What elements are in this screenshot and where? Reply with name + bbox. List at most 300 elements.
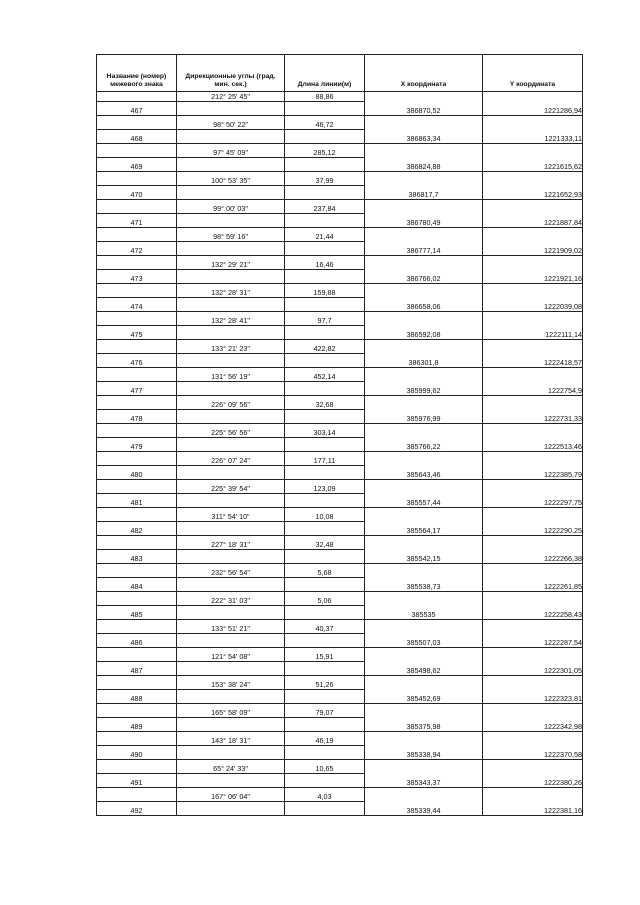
line-row bbox=[97, 732, 583, 746]
length-cell: 46,72 bbox=[285, 116, 365, 130]
y-cell bbox=[483, 592, 583, 606]
y-cell bbox=[483, 116, 583, 130]
y-cell bbox=[483, 676, 583, 690]
length-cell: 15,91 bbox=[285, 648, 365, 662]
angle-cell: 132° 28' 41" bbox=[177, 312, 285, 326]
x-cell bbox=[365, 592, 483, 606]
line-row bbox=[97, 116, 583, 130]
name-cell bbox=[97, 172, 177, 186]
line-row bbox=[97, 172, 583, 186]
angle-cell bbox=[177, 746, 285, 760]
length-cell bbox=[285, 410, 365, 424]
point-row bbox=[97, 326, 583, 340]
x-cell bbox=[365, 788, 483, 802]
length-cell bbox=[285, 438, 365, 452]
name-cell bbox=[97, 676, 177, 690]
x-coordinate-cell: 385538,73 bbox=[365, 578, 483, 592]
angle-cell bbox=[177, 130, 285, 144]
line-row bbox=[97, 480, 583, 494]
x-cell bbox=[365, 256, 483, 270]
point-row bbox=[97, 466, 583, 480]
angle-cell bbox=[177, 550, 285, 564]
line-row bbox=[97, 368, 583, 382]
length-cell: 46,19 bbox=[285, 732, 365, 746]
y-cell bbox=[483, 648, 583, 662]
point-row bbox=[97, 634, 583, 648]
length-cell: 79,07 bbox=[285, 704, 365, 718]
length-cell: 40,37 bbox=[285, 620, 365, 634]
point-row bbox=[97, 746, 583, 760]
point-row bbox=[97, 550, 583, 564]
angle-cell: 232° 56' 54" bbox=[177, 564, 285, 578]
angle-cell bbox=[177, 102, 285, 116]
angle-cell bbox=[177, 326, 285, 340]
length-cell: 10,08 bbox=[285, 508, 365, 522]
length-cell bbox=[285, 298, 365, 312]
length-cell bbox=[285, 354, 365, 368]
x-coordinate-cell: 386777,14 bbox=[365, 242, 483, 256]
y-cell bbox=[483, 172, 583, 186]
length-cell: 51,26 bbox=[285, 676, 365, 690]
y-coordinate-cell: 1222385,79 bbox=[483, 466, 583, 480]
length-cell: 5,68 bbox=[285, 564, 365, 578]
line-row bbox=[97, 452, 583, 466]
point-name-cell: 479 bbox=[97, 438, 177, 452]
x-coordinate-cell: 386870,52 bbox=[365, 102, 483, 116]
line-row bbox=[97, 648, 583, 662]
angle-cell: 98° 50' 22" bbox=[177, 116, 285, 130]
x-coordinate-cell: 385557,44 bbox=[365, 494, 483, 508]
x-cell bbox=[365, 648, 483, 662]
x-coordinate-cell: 386824,88 bbox=[365, 158, 483, 172]
angle-cell bbox=[177, 242, 285, 256]
x-cell bbox=[365, 452, 483, 466]
angle-cell: 99° 00' 03" bbox=[177, 200, 285, 214]
y-cell bbox=[483, 564, 583, 578]
y-cell bbox=[483, 452, 583, 466]
line-row bbox=[97, 564, 583, 578]
angle-cell bbox=[177, 354, 285, 368]
y-coordinate-cell: 1222323,81 bbox=[483, 690, 583, 704]
x-coordinate-cell: 385999,62 bbox=[365, 382, 483, 396]
y-cell bbox=[483, 228, 583, 242]
header-x: X координата bbox=[365, 55, 483, 92]
angle-cell bbox=[177, 186, 285, 200]
line-row bbox=[97, 788, 583, 802]
length-cell: 16,46 bbox=[285, 256, 365, 270]
x-cell bbox=[365, 424, 483, 438]
line-row bbox=[97, 704, 583, 718]
x-coordinate-cell: 385976,99 bbox=[365, 410, 483, 424]
length-cell bbox=[285, 270, 365, 284]
header-angle: Дирекционные углы (град. мин. сек.) bbox=[177, 55, 285, 92]
point-row bbox=[97, 158, 583, 172]
x-cell bbox=[365, 312, 483, 326]
point-row bbox=[97, 494, 583, 508]
point-name-cell: 473 bbox=[97, 270, 177, 284]
line-row bbox=[97, 200, 583, 214]
y-coordinate-cell: 1222258,43 bbox=[483, 606, 583, 620]
x-cell bbox=[365, 760, 483, 774]
angle-cell: 165° 58' 09" bbox=[177, 704, 285, 718]
length-cell bbox=[285, 158, 365, 172]
x-coordinate-cell: 386301,8 bbox=[365, 354, 483, 368]
angle-cell bbox=[177, 270, 285, 284]
point-row bbox=[97, 354, 583, 368]
x-cell bbox=[365, 340, 483, 354]
x-cell bbox=[365, 480, 483, 494]
angle-cell: 133° 51' 21" bbox=[177, 620, 285, 634]
name-cell bbox=[97, 648, 177, 662]
length-cell bbox=[285, 550, 365, 564]
point-name-cell: 488 bbox=[97, 690, 177, 704]
x-cell bbox=[365, 172, 483, 186]
angle-cell: 226° 09' 56" bbox=[177, 396, 285, 410]
x-coordinate-cell: 385452,69 bbox=[365, 690, 483, 704]
point-name-cell: 475 bbox=[97, 326, 177, 340]
x-coordinate-cell: 385375,98 bbox=[365, 718, 483, 732]
length-cell bbox=[285, 186, 365, 200]
y-cell bbox=[483, 704, 583, 718]
angle-cell: 225° 39' 54" bbox=[177, 480, 285, 494]
point-row bbox=[97, 186, 583, 200]
angle-cell bbox=[177, 718, 285, 732]
y-coordinate-cell: 1222301,05 bbox=[483, 662, 583, 676]
length-cell bbox=[285, 662, 365, 676]
angle-cell bbox=[177, 578, 285, 592]
x-coordinate-cell: 386863,34 bbox=[365, 130, 483, 144]
x-coordinate-cell: 386780,49 bbox=[365, 214, 483, 228]
line-row bbox=[97, 340, 583, 354]
angle-cell: 225° 56' 56" bbox=[177, 424, 285, 438]
y-coordinate-cell: 1222381,16 bbox=[483, 802, 583, 816]
x-cell bbox=[365, 368, 483, 382]
point-row bbox=[97, 522, 583, 536]
point-row bbox=[97, 214, 583, 228]
point-name-cell: 489 bbox=[97, 718, 177, 732]
length-cell bbox=[285, 130, 365, 144]
point-row bbox=[97, 438, 583, 452]
x-cell bbox=[365, 508, 483, 522]
name-cell bbox=[97, 228, 177, 242]
point-row bbox=[97, 102, 583, 116]
x-cell bbox=[365, 228, 483, 242]
x-coordinate-cell: 386817,7 bbox=[365, 186, 483, 200]
y-coordinate-cell: 1221887,84 bbox=[483, 214, 583, 228]
angle-cell: 132° 29' 21" bbox=[177, 256, 285, 270]
point-row bbox=[97, 130, 583, 144]
name-cell bbox=[97, 116, 177, 130]
line-row bbox=[97, 284, 583, 298]
point-name-cell: 480 bbox=[97, 466, 177, 480]
y-coordinate-cell: 1221333,11 bbox=[483, 130, 583, 144]
angle-cell bbox=[177, 438, 285, 452]
name-cell bbox=[97, 452, 177, 466]
length-cell bbox=[285, 466, 365, 480]
angle-cell: 143° 18' 31" bbox=[177, 732, 285, 746]
length-cell bbox=[285, 578, 365, 592]
y-coordinate-cell: 1222370,58 bbox=[483, 746, 583, 760]
y-coordinate-cell: 1222039,08 bbox=[483, 298, 583, 312]
line-row bbox=[97, 508, 583, 522]
x-coordinate-cell: 385339,44 bbox=[365, 802, 483, 816]
point-name-cell: 492 bbox=[97, 802, 177, 816]
line-row bbox=[97, 536, 583, 550]
y-coordinate-cell: 1222754,9 bbox=[483, 382, 583, 396]
length-cell bbox=[285, 214, 365, 228]
point-name-cell: 485 bbox=[97, 606, 177, 620]
length-cell: 5,06 bbox=[285, 592, 365, 606]
x-coordinate-cell: 385643,46 bbox=[365, 466, 483, 480]
angle-cell bbox=[177, 774, 285, 788]
point-name-cell: 481 bbox=[97, 494, 177, 508]
angle-cell: 222° 31' 03" bbox=[177, 592, 285, 606]
angle-cell bbox=[177, 158, 285, 172]
point-name-cell: 471 bbox=[97, 214, 177, 228]
y-coordinate-cell: 1222266,38 bbox=[483, 550, 583, 564]
x-cell bbox=[365, 144, 483, 158]
point-row bbox=[97, 774, 583, 788]
point-name-cell: 482 bbox=[97, 522, 177, 536]
y-cell bbox=[483, 788, 583, 802]
x-coordinate-cell: 385535 bbox=[365, 606, 483, 620]
y-coordinate-cell: 1221909,02 bbox=[483, 242, 583, 256]
length-cell bbox=[285, 326, 365, 340]
angle-cell: 212° 25' 45" bbox=[177, 92, 285, 102]
line-row bbox=[97, 144, 583, 158]
point-name-cell: 476 bbox=[97, 354, 177, 368]
y-cell bbox=[483, 200, 583, 214]
y-coordinate-cell: 1222287,54 bbox=[483, 634, 583, 648]
x-coordinate-cell: 385338,94 bbox=[365, 746, 483, 760]
line-row bbox=[97, 676, 583, 690]
length-cell: 452,14 bbox=[285, 368, 365, 382]
angle-cell: 131° 56' 19" bbox=[177, 368, 285, 382]
angle-cell bbox=[177, 606, 285, 620]
y-coordinate-cell: 1222261,85 bbox=[483, 578, 583, 592]
name-cell bbox=[97, 424, 177, 438]
angle-cell bbox=[177, 690, 285, 704]
header-length: Длина линии(м) bbox=[285, 55, 365, 92]
x-cell bbox=[365, 284, 483, 298]
coordinates-table bbox=[96, 54, 583, 816]
name-cell bbox=[97, 592, 177, 606]
length-cell bbox=[285, 718, 365, 732]
name-cell bbox=[97, 144, 177, 158]
angle-cell bbox=[177, 802, 285, 816]
line-row bbox=[97, 592, 583, 606]
angle-cell bbox=[177, 522, 285, 536]
x-coordinate-cell: 385542,15 bbox=[365, 550, 483, 564]
x-cell bbox=[365, 620, 483, 634]
length-cell: 32,48 bbox=[285, 536, 365, 550]
point-name-cell: 490 bbox=[97, 746, 177, 760]
x-coordinate-cell: 386592,08 bbox=[365, 326, 483, 340]
name-cell bbox=[97, 564, 177, 578]
line-row bbox=[97, 256, 583, 270]
length-cell: 159,88 bbox=[285, 284, 365, 298]
y-cell bbox=[483, 144, 583, 158]
y-coordinate-cell: 1222731,33 bbox=[483, 410, 583, 424]
length-cell bbox=[285, 382, 365, 396]
x-cell bbox=[365, 92, 483, 102]
angle-cell: 227° 18' 31" bbox=[177, 536, 285, 550]
y-cell bbox=[483, 620, 583, 634]
point-name-cell: 469 bbox=[97, 158, 177, 172]
point-name-cell: 483 bbox=[97, 550, 177, 564]
y-cell bbox=[483, 284, 583, 298]
y-cell bbox=[483, 480, 583, 494]
y-cell bbox=[483, 340, 583, 354]
angle-cell: 100° 53' 35" bbox=[177, 172, 285, 186]
angle-cell bbox=[177, 298, 285, 312]
point-row bbox=[97, 578, 583, 592]
length-cell: 4,03 bbox=[285, 788, 365, 802]
point-name-cell: 486 bbox=[97, 634, 177, 648]
y-coordinate-cell: 1221286,94 bbox=[483, 102, 583, 116]
length-cell: 177,11 bbox=[285, 452, 365, 466]
angle-cell bbox=[177, 466, 285, 480]
length-cell: 237,84 bbox=[285, 200, 365, 214]
x-cell bbox=[365, 536, 483, 550]
length-cell: 422,82 bbox=[285, 340, 365, 354]
length-cell bbox=[285, 522, 365, 536]
point-name-cell: 478 bbox=[97, 410, 177, 424]
length-cell: 37,99 bbox=[285, 172, 365, 186]
angle-cell bbox=[177, 494, 285, 508]
name-cell bbox=[97, 620, 177, 634]
length-cell bbox=[285, 242, 365, 256]
line-row bbox=[97, 396, 583, 410]
y-coordinate-cell: 1221652,93 bbox=[483, 186, 583, 200]
point-row bbox=[97, 718, 583, 732]
y-coordinate-cell: 1222513,46 bbox=[483, 438, 583, 452]
y-cell bbox=[483, 760, 583, 774]
name-cell bbox=[97, 760, 177, 774]
length-cell bbox=[285, 102, 365, 116]
point-name-cell: 491 bbox=[97, 774, 177, 788]
y-cell bbox=[483, 536, 583, 550]
line-row bbox=[97, 760, 583, 774]
angle-cell: 65° 24' 33" bbox=[177, 760, 285, 774]
line-row bbox=[97, 228, 583, 242]
x-coordinate-cell: 385564,17 bbox=[365, 522, 483, 536]
x-coordinate-cell: 386766,02 bbox=[365, 270, 483, 284]
angle-cell bbox=[177, 382, 285, 396]
y-cell bbox=[483, 396, 583, 410]
point-row bbox=[97, 410, 583, 424]
angle-cell bbox=[177, 410, 285, 424]
length-cell: 21,44 bbox=[285, 228, 365, 242]
x-cell bbox=[365, 200, 483, 214]
point-row bbox=[97, 606, 583, 620]
point-name-cell: 467 bbox=[97, 102, 177, 116]
y-coordinate-cell: 1222111,14 bbox=[483, 326, 583, 340]
x-cell bbox=[365, 732, 483, 746]
y-cell bbox=[483, 508, 583, 522]
point-name-cell: 484 bbox=[97, 578, 177, 592]
y-coordinate-cell: 1221921,16 bbox=[483, 270, 583, 284]
y-coordinate-cell: 1222297,75 bbox=[483, 494, 583, 508]
y-cell bbox=[483, 312, 583, 326]
angle-cell: 121° 54' 08" bbox=[177, 648, 285, 662]
angle-cell bbox=[177, 214, 285, 228]
name-cell bbox=[97, 200, 177, 214]
length-cell bbox=[285, 746, 365, 760]
name-cell bbox=[97, 256, 177, 270]
point-row bbox=[97, 382, 583, 396]
angle-cell bbox=[177, 634, 285, 648]
angle-cell: 133° 21' 23" bbox=[177, 340, 285, 354]
length-cell bbox=[285, 606, 365, 620]
y-coordinate-cell: 1221615,62 bbox=[483, 158, 583, 172]
x-coordinate-cell: 385498,62 bbox=[365, 662, 483, 676]
x-coordinate-cell: 385343,37 bbox=[365, 774, 483, 788]
point-name-cell: 487 bbox=[97, 662, 177, 676]
x-coordinate-cell: 386658,06 bbox=[365, 298, 483, 312]
x-coordinate-cell: 385766,22 bbox=[365, 438, 483, 452]
y-coordinate-cell: 1222380,26 bbox=[483, 774, 583, 788]
name-cell bbox=[97, 284, 177, 298]
angle-cell: 153° 38' 24" bbox=[177, 676, 285, 690]
angle-cell: 226° 07' 24" bbox=[177, 452, 285, 466]
angle-cell: 97° 45' 09" bbox=[177, 144, 285, 158]
y-cell bbox=[483, 256, 583, 270]
angle-cell: 167° 06' 04" bbox=[177, 788, 285, 802]
y-coordinate-cell: 1222290,25 bbox=[483, 522, 583, 536]
name-cell bbox=[97, 396, 177, 410]
name-cell bbox=[97, 312, 177, 326]
name-cell bbox=[97, 536, 177, 550]
header-name: Название (номер) межевого знака bbox=[97, 55, 177, 92]
angle-cell: 311° 54' 10" bbox=[177, 508, 285, 522]
length-cell: 123,09 bbox=[285, 480, 365, 494]
line-row bbox=[97, 312, 583, 326]
name-cell bbox=[97, 92, 177, 102]
point-row bbox=[97, 298, 583, 312]
y-coordinate-cell: 1222418,57 bbox=[483, 354, 583, 368]
length-cell: 10,65 bbox=[285, 760, 365, 774]
angle-cell: 132° 28' 31" bbox=[177, 284, 285, 298]
x-cell bbox=[365, 676, 483, 690]
y-cell bbox=[483, 368, 583, 382]
name-cell bbox=[97, 704, 177, 718]
length-cell: 303,14 bbox=[285, 424, 365, 438]
point-row bbox=[97, 242, 583, 256]
length-cell: 88,86 bbox=[285, 92, 365, 102]
length-cell: 32,68 bbox=[285, 396, 365, 410]
y-cell bbox=[483, 732, 583, 746]
length-cell bbox=[285, 634, 365, 648]
name-cell bbox=[97, 368, 177, 382]
length-cell bbox=[285, 690, 365, 704]
x-coordinate-cell: 385507,03 bbox=[365, 634, 483, 648]
x-cell bbox=[365, 564, 483, 578]
point-row bbox=[97, 662, 583, 676]
length-cell bbox=[285, 494, 365, 508]
length-cell bbox=[285, 802, 365, 816]
point-row bbox=[97, 802, 583, 816]
table-body bbox=[97, 92, 583, 816]
line-row bbox=[97, 424, 583, 438]
name-cell bbox=[97, 508, 177, 522]
length-cell: 97,7 bbox=[285, 312, 365, 326]
x-cell bbox=[365, 704, 483, 718]
point-name-cell: 477 bbox=[97, 382, 177, 396]
y-cell bbox=[483, 92, 583, 102]
header-y: Y координата bbox=[483, 55, 583, 92]
angle-cell bbox=[177, 662, 285, 676]
